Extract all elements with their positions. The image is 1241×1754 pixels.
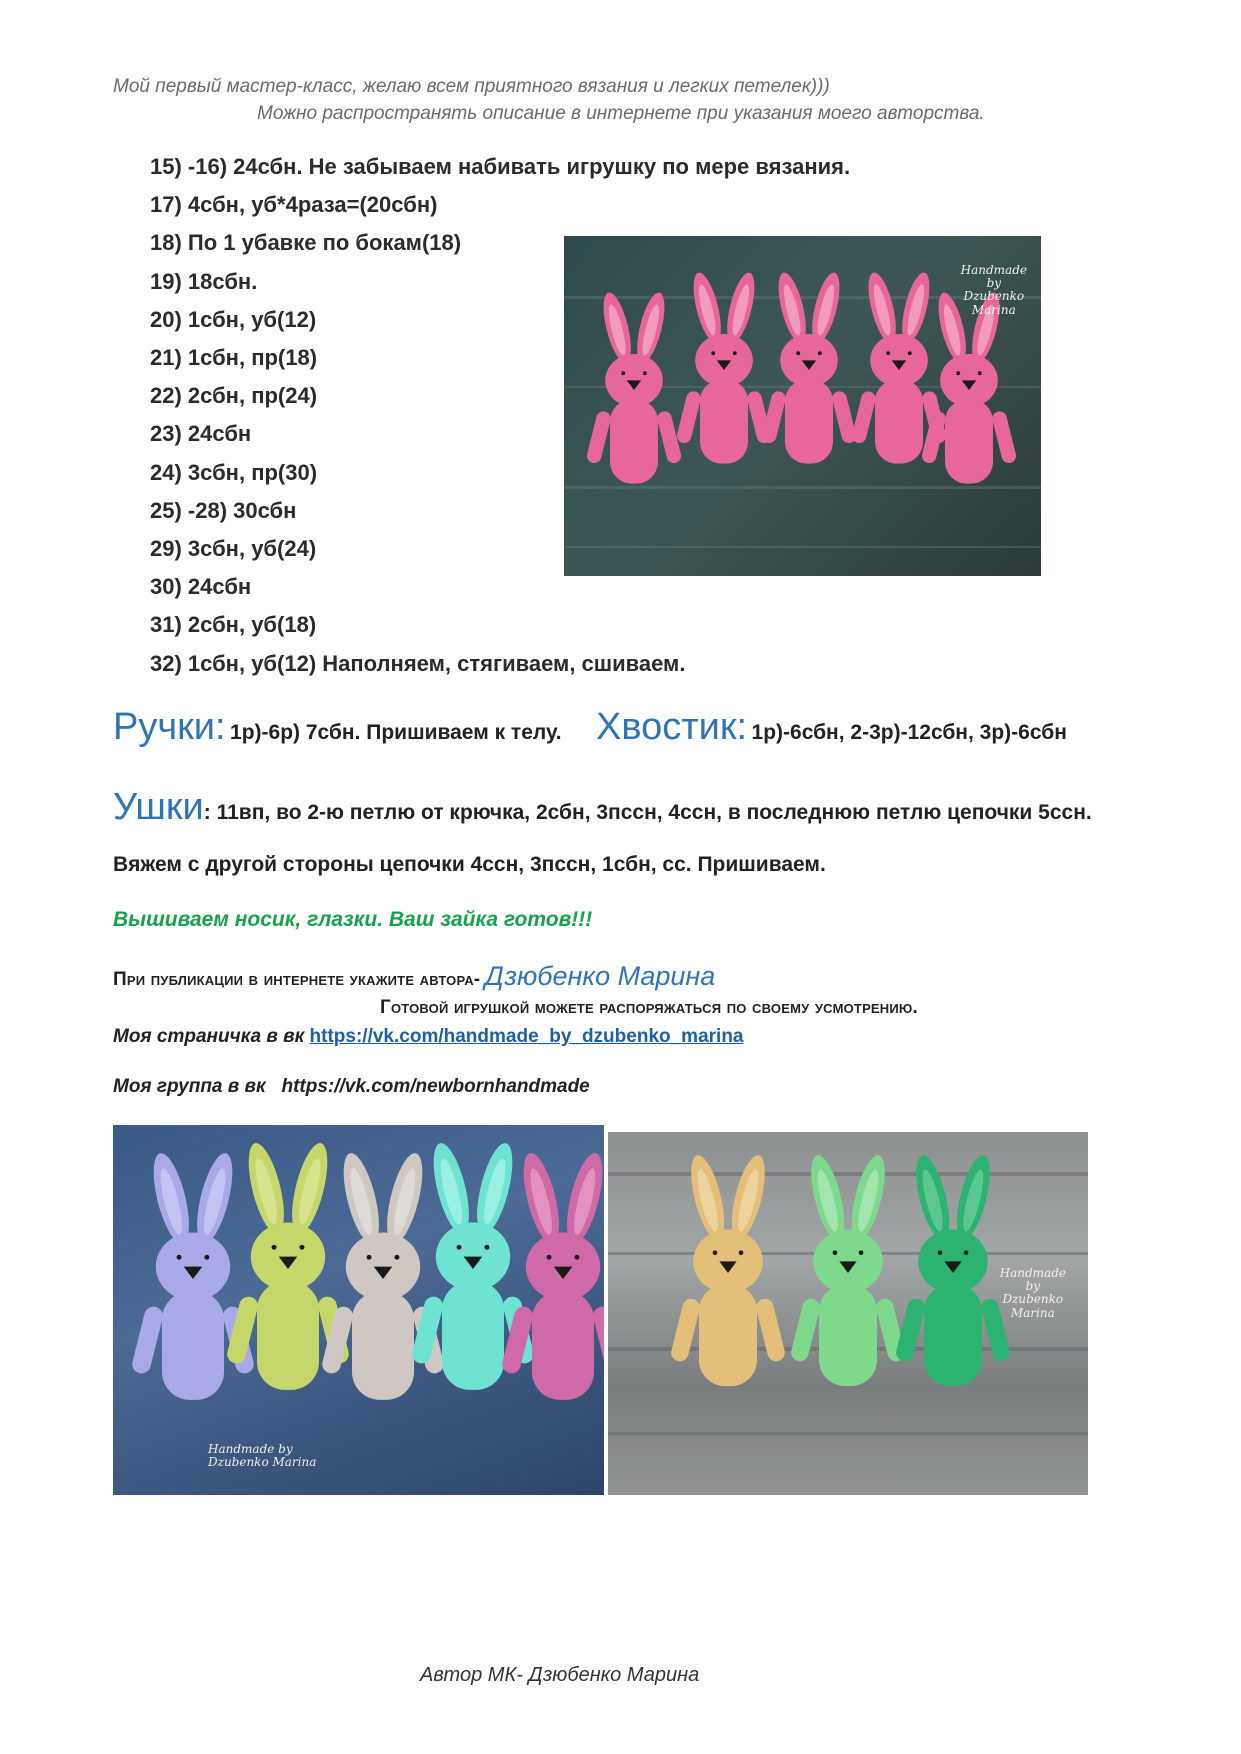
vk-page-label: Моя страничка в вк xyxy=(113,1026,305,1047)
bunny-figure xyxy=(500,1150,604,1400)
intro-line-2: Можно распространять описание в интернете при указания моего авторства. xyxy=(257,103,985,124)
pattern-row: 30) 24сбн xyxy=(150,574,252,599)
pattern-row: 18) По 1 убавке по бокам(18) xyxy=(150,230,462,255)
pink-bunnies-photo xyxy=(564,236,1041,576)
pattern-row: 25) -28) 30сбн xyxy=(150,498,297,523)
intro-line-1: Мой первый мастер-класс, желаю всем приятного вязания и легких петелек))) xyxy=(113,76,830,97)
arms-text: 1р)-6р) 7сбн. Пришиваем к телу. xyxy=(230,721,562,744)
watermark-bottom-left: Handmade by Dzubenko Marina xyxy=(208,1442,317,1470)
pattern-row: 22) 2сбн, пр(24) xyxy=(150,383,318,408)
footer-author: Автор МК- Дзюбенко Марина xyxy=(420,1664,700,1686)
bunny-figure xyxy=(320,1150,445,1400)
tail-section xyxy=(596,706,1067,749)
colorful-bunnies-illustration xyxy=(113,1125,604,1495)
tail-text: 1р)-6сбн, 2-3р)-12сбн, 3р)-6сбн xyxy=(751,721,1067,744)
pattern-row: 24) 3сбн, пр(30) xyxy=(150,460,318,485)
bunny-figure xyxy=(760,270,857,464)
colorful-bunnies-photo xyxy=(113,1125,604,1495)
pattern-row: 31) 2сбн, уб(18) xyxy=(150,612,317,637)
pink-bunny-group xyxy=(585,270,1017,484)
watermark-top: Handmade by Dzubenko Marina xyxy=(960,263,1027,317)
vk-page-link[interactable]: https://vk.com/handmade_by_dzubenko_marina xyxy=(309,1026,744,1047)
green-bunnies-photo xyxy=(608,1132,1088,1495)
publish-line xyxy=(113,961,715,992)
pattern-row: 29) 3сбн, уб(24) xyxy=(150,536,317,561)
ears-text-2: Вяжем с другой стороны цепочки 4ссн, 3пссн, 1сбн, сс. Пришиваем. xyxy=(113,853,826,876)
toy-note: Готовой игрушкой можете распоряжаться по своему усмотрению. xyxy=(380,997,919,1018)
vk-group-url: https://vk.com/newbornhandmade xyxy=(281,1076,590,1097)
arms-title: Ручки: xyxy=(113,706,226,748)
vk-group-label: Моя группа в вк xyxy=(113,1076,266,1097)
watermark-bottom-right: Handmade by Dzubenko Marina xyxy=(999,1266,1066,1320)
publish-author: Дзюбенко Марина xyxy=(484,961,716,991)
pattern-row: 19) 18сбн. xyxy=(150,269,258,294)
bunny-figure xyxy=(894,1152,1011,1386)
tail-title: Хвостик: xyxy=(596,706,748,748)
green-bunny-group xyxy=(669,1152,1011,1386)
publish-label: При публикации в интернете укажите автора- xyxy=(113,969,481,990)
finish-note: Вышиваем носик, глазки. Ваш зайка готов!!! xyxy=(113,908,593,931)
bunny-figure xyxy=(789,1152,906,1386)
pattern-row: 17) 4сбн, уб*4раза=(20сбн) xyxy=(150,192,438,217)
ears-text-1: : 11вп, во 2-ю петлю от крючка, 2сбн, 3пссн, 4ссн, в последнюю петлю цепочки 5ссн. xyxy=(203,801,1092,824)
bunny-figure xyxy=(669,1152,786,1386)
vk-group-line xyxy=(113,1076,590,1098)
pattern-row: 20) 1сбн, уб(12) xyxy=(150,307,317,332)
arms-section xyxy=(113,706,562,749)
ears-title: Ушки xyxy=(113,786,204,828)
ears-section xyxy=(113,786,1092,829)
pattern-row: 21) 1сбн, пр(18) xyxy=(150,345,318,370)
pattern-row: 15) -16) 24сбн. Не забываем набивать игрушку по мере вязания. xyxy=(150,154,851,179)
pattern-row: 32) 1сбн, уб(12) Наполняем, стягиваем, сшиваем. xyxy=(150,651,686,676)
colorful-bunny-group xyxy=(130,1140,604,1400)
vk-page-line xyxy=(113,1026,744,1048)
pattern-row: 23) 24сбн xyxy=(150,421,252,446)
bunny-figure xyxy=(675,270,772,464)
